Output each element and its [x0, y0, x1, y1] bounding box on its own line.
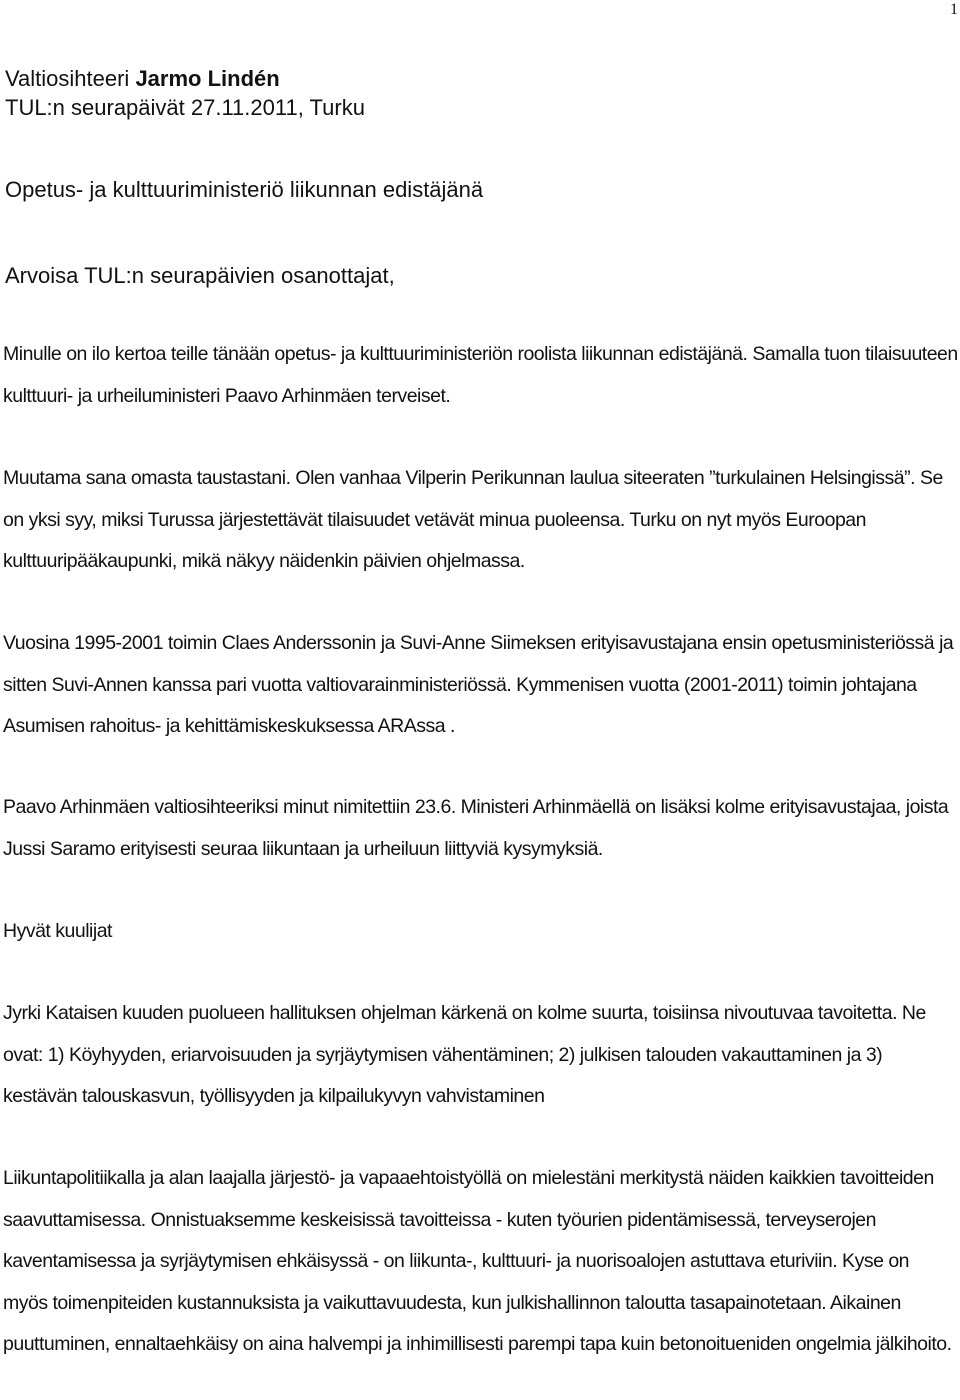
paragraph-text: Jyrki Kataisen kuuden puolueen hallituksen ohjelman kärkenä on kolme suurta, toisiinsa nivoutuvaa tavoitetta. Ne ovat: 1) Köyhyyden, eriarvoisuuden ja syrjäytymisen vähentäminen; 2) julkisen talouden vakauttaminen ja 3) kestävän talouskasvun, työllisyyden ja kilpailukyvyn vahvistaminen	[3, 1002, 926, 1107]
paragraph-3	[3, 623, 958, 748]
paragraph-6	[3, 1158, 958, 1366]
page-number: 1	[950, 1, 958, 18]
document-subtitle: Opetus- ja kulttuuriministeriö liikunnan edistäjänä	[5, 177, 484, 202]
header-role: Valtiosihteeri	[5, 66, 136, 91]
paragraph-1	[3, 334, 958, 417]
header-line-1	[5, 64, 365, 93]
paragraph-4	[3, 787, 958, 870]
paragraph-text: Liikuntapolitiikalla ja alan laajalla järjestö- ja vapaaehtoistyöllä on mielestäni merkitystä näiden kaikkien tavoitteiden saavuttamisessa. Onnistuaksemme keskeisissä tavoitteissa - kuten työurien pidentämisessä, terveyserojen kaventamisessa ja syrjäytymisen ehkäisyssä - on liikunta-, kulttuuri- ja nuorisoalojen astuttava eturiviin. Kyse on myös toimenpiteiden kustannuksista ja vaikuttavuudesta, kun julkishallinnon taloutta tasapainotetaan. Aikainen puuttuminen, ennaltaehkäisy on aina halvempi ja inhimillisesti parempi tapa kuin betonoitueniden ongelmia jälkihoito.	[3, 1167, 952, 1355]
greeting: Arvoisa TUL:n seurapäivien osanottajat,	[5, 263, 395, 288]
paragraph-text: Vuosina 1995-2001 toimin Claes Anderssonin ja Suvi-Anne Siimeksen erityisavustajana ensin opetusministeriössä ja sitten Suvi-Annen kanssa pari vuotta valtiovarainministeriössä. Kymmenisen vuotta (2001-2011) toimin johtajana Asumisen rahoitus- ja kehittämiskeskuksessa ARAssa .	[3, 632, 954, 737]
paragraph-text: Minulle on ilo kertoa teille tänään opetus- ja kulttuuriministeriön roolista liikunnan edistäjänä. Samalla tuon tilaisuuteen kulttuuri- ja urheiluministeri Paavo Arhinmäen terveiset.	[3, 343, 958, 407]
paragraph-5	[3, 993, 958, 1118]
header-line-2: TUL:n seurapäivät 27.11.2011, Turku	[5, 95, 365, 120]
document-header	[5, 64, 365, 122]
paragraph-2	[3, 458, 958, 583]
paragraph-text: Paavo Arhinmäen valtiosihteeriksi minut nimitettiin 23.6. Ministeri Arhinmäellä on lisäksi kolme erityisavustajaa, joista Jussi Saramo erityisesti seuraa liikuntaan ja urheiluun liittyviä kysymyksiä.	[3, 796, 949, 860]
header-name: Jarmo Lindén	[135, 66, 280, 91]
salutation	[3, 911, 958, 953]
paragraph-text: Muutama sana omasta taustastani. Olen vanhaa Vilperin Perikunnan laulua siteeraten ”turkulainen Helsingissä”. Se on yksi syy, miksi Turussa järjestettävät tilaisuudet vetävät minua puoleensa. Turku on nyt myös Euroopan kulttuuripääkaupunki, mikä näkyy näidenkin päivien ohjelmassa.	[3, 467, 943, 572]
paragraph-text: Hyvät kuulijat	[3, 920, 112, 942]
